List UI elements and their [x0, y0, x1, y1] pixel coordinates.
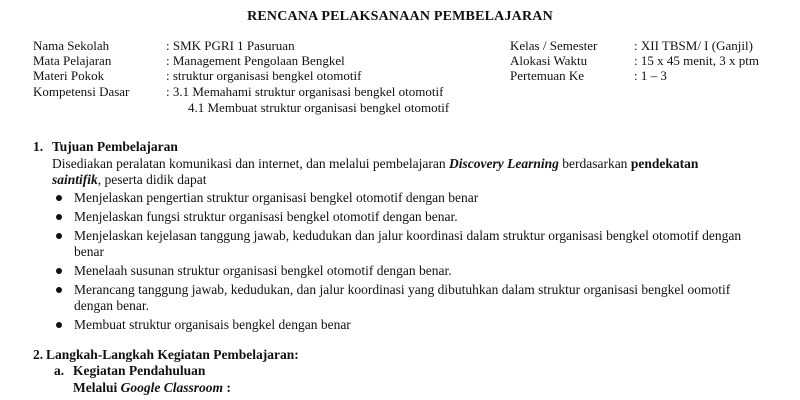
list-item	[52, 228, 762, 260]
info-value-time: : 15 x 45 menit, 3 x ptm	[634, 53, 759, 68]
intro-discovery-learning: Discovery Learning	[448, 156, 559, 171]
list-item	[52, 263, 762, 279]
section-2-number: 2.	[33, 347, 44, 362]
objective-text: Menjelaskan fungsi struktur organisasi bengkel otomotif dengan benar.	[74, 209, 458, 224]
info-label-school: Nama Sekolah	[33, 38, 110, 53]
bullet-icon	[56, 233, 62, 239]
info-value-meeting: : 1 – 3	[634, 68, 667, 83]
intro-approach: pendekatan	[630, 156, 699, 171]
objective-text: Menjelaskan kejelasan tanggung jawab, kedudukan dan jalur koordinasi dalam struktur organisasi bengkel otomotif dengan benar	[74, 228, 742, 259]
info-label-time: Alokasi Waktu	[510, 53, 588, 68]
list-item	[52, 209, 762, 225]
info-value-competency: : 3.1 Memahami struktur organisasi bengkel otomotif	[166, 84, 444, 99]
intro-text-1: Disediakan peralatan komunikasi dan internet, dan melalui pembelajaran	[52, 156, 449, 171]
bullet-icon	[56, 287, 62, 293]
section-1-number: 1.	[33, 139, 44, 154]
objective-text: Merancang tanggung jawab, kedudukan, dan jalur koordinasi yang dibutuhkan dalam struktur organisasi bengkel oomotif dengan benar.	[74, 282, 731, 313]
info-label-competency: Kompetensi Dasar	[33, 84, 130, 99]
intro-text-3: , peserta didik dapat	[97, 172, 207, 187]
bullet-icon	[56, 322, 62, 328]
via-google-classroom: Google Classroom	[120, 380, 224, 395]
objectives-list	[52, 190, 762, 336]
intro-text-2: berdasarkan	[558, 156, 631, 171]
info-label-subject: Mata Pelajaran	[33, 53, 112, 68]
info-value-school: : SMK PGRI 1 Pasuruan	[166, 38, 295, 53]
subsection-a-title: Kegiatan Pendahuluan	[73, 363, 206, 378]
info-value-subject: : Management Pengolaan Bengkel	[166, 53, 345, 68]
info-value-competency-2: 4.1 Membuat struktur organisasi bengkel otomotif	[188, 100, 450, 115]
objective-text: Menjelaskan pengertian struktur organisasi bengkel otomotif dengan benar	[74, 190, 479, 205]
list-item	[52, 282, 762, 314]
bullet-icon	[56, 195, 62, 201]
via-line	[73, 380, 231, 396]
via-label: Melalui	[73, 380, 121, 395]
document-title: RENCANA PELAKSANAAN PEMBELAJARAN	[247, 9, 553, 24]
list-item	[52, 190, 762, 206]
objective-text: Menelaah susunan struktur organisasi bengkel otomotif dengan benar.	[74, 263, 452, 278]
subsection-a-letter: a.	[54, 363, 65, 378]
info-value-topic: : struktur organisasi bengkel otomotif	[166, 68, 362, 83]
via-colon: :	[223, 380, 231, 395]
intro-scientific: saintifik	[52, 172, 98, 187]
info-label-meeting: Pertemuan Ke	[510, 68, 585, 83]
section-1-intro	[52, 156, 772, 188]
list-item	[52, 317, 762, 333]
info-label-topic: Materi Pokok	[33, 68, 105, 83]
bullet-icon	[56, 268, 62, 274]
info-value-class: : XII TBSM/ I (Ganjil)	[634, 38, 753, 53]
info-label-class: Kelas / Semester	[510, 38, 598, 53]
section-2-title: Langkah-Langkah Kegiatan Pembelajaran:	[46, 347, 299, 362]
bullet-icon	[56, 214, 62, 220]
section-1-title: Tujuan Pembelajaran	[52, 139, 178, 154]
objective-text: Membuat struktur organisais bengkel dengan benar	[74, 317, 351, 332]
